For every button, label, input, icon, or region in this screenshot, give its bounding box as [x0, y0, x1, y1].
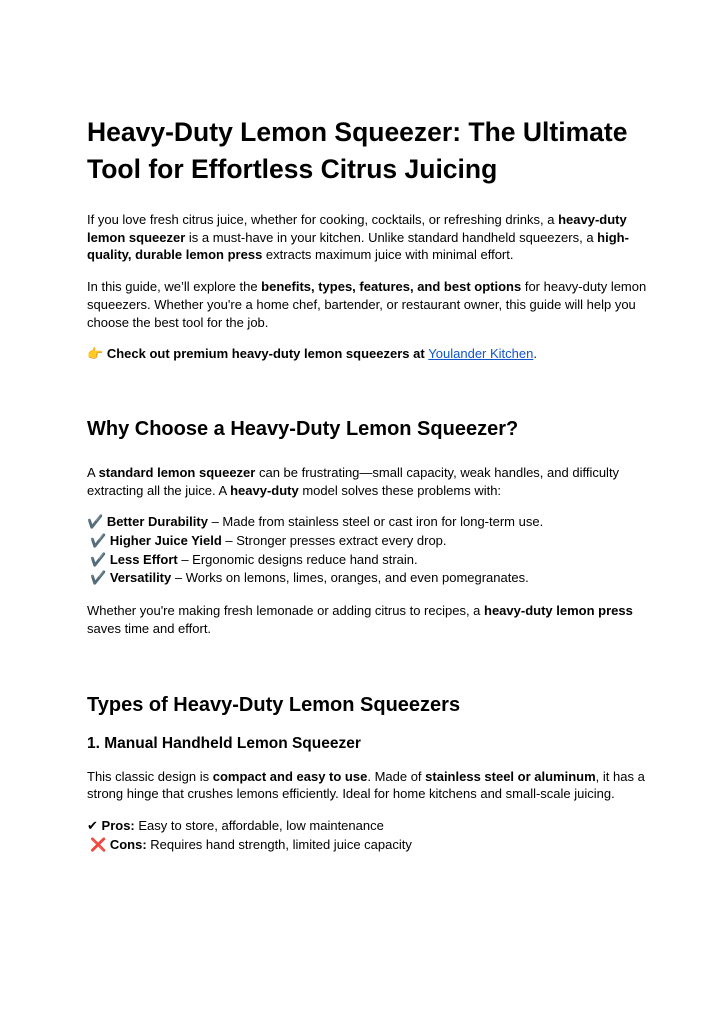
list-item: ✔️ Higher Juice Yield – Stronger presses extract every drop. [90, 533, 447, 550]
why-heading: Why Choose a Heavy-Duty Lemon Squeezer? [87, 417, 519, 440]
list-item: ✔️ Less Effort – Ergonomic designs reduce hand strain. [90, 551, 418, 568]
manual-squeezer-subheading: 1. Manual Handheld Lemon Squeezer [87, 734, 361, 752]
cta-paragraph: 👉 Check out premium heavy-duty lemon squeezers at Youlander Kitchen. [87, 346, 537, 363]
check-mark-icon: ✔️ [87, 515, 104, 531]
youlander-kitchen-link[interactable]: Youlander Kitchen [428, 346, 534, 362]
page-title: Heavy-Duty Lemon Squeezer: The Ultimate Tool for Effortless Citrus Juicing [87, 117, 628, 184]
manual-squeezer-paragraph: This classic design is compact and easy to use. Made of stainless steel or aluminum, it has a strong hinge that crushes lemons efficiently. Ideal for home kitchens and small-scale juicing. [87, 768, 645, 802]
check-mark-icon: ✔️ [90, 552, 107, 568]
document-content [87, 114, 647, 854]
list-item: ✔️ Better Durability – Made from stainless steel or cast iron for long-term use. [87, 514, 544, 531]
cross-mark-icon: ❌ [90, 837, 107, 853]
guide-paragraph: In this guide, we’ll explore the benefits, types, features, and best options for heavy-duty lemon squeezers. Whether you're a home chef, bartender, or restaurant owner, this guide will help you choose the best tool for the job. [87, 279, 647, 330]
pros-cons-list [87, 817, 647, 854]
intro-paragraph: If you love fresh citrus juice, whether for cooking, cocktails, or refreshing drinks, a heavy-duty lemon squeezer is a must-have in your kitchen. Unlike standard handheld squeezers, a high-quality, durable lemon press extracts maximum juice with minimal effort. [87, 212, 629, 263]
why-paragraph: A standard lemon squeezer can be frustrating—small capacity, weak handles, and difficulty extracting all the juice. A heavy-duty model solves these problems with: [87, 464, 620, 498]
types-heading: Types of Heavy-Duty Lemon Squeezers [87, 693, 461, 716]
list-item: ✔️ Versatility – Works on lemons, limes, oranges, and even pomegranates. [90, 570, 529, 587]
check-mark-icon: ✔️ [90, 534, 107, 550]
summary-paragraph: Whether you're making fresh lemonade or adding citrus to recipes, a heavy-duty lemon press saves time and effort. [87, 603, 633, 636]
benefits-list [87, 513, 647, 588]
cons-item: ❌ Cons: Requires hand strength, limited juice capacity [90, 836, 412, 853]
pointing-hand-icon: 👉 [87, 347, 104, 363]
check-mark-icon: ✔ [87, 818, 98, 834]
check-mark-icon: ✔️ [90, 571, 107, 587]
pros-item: ✔ Pros: Easy to store, affordable, low maintenance [87, 817, 384, 834]
